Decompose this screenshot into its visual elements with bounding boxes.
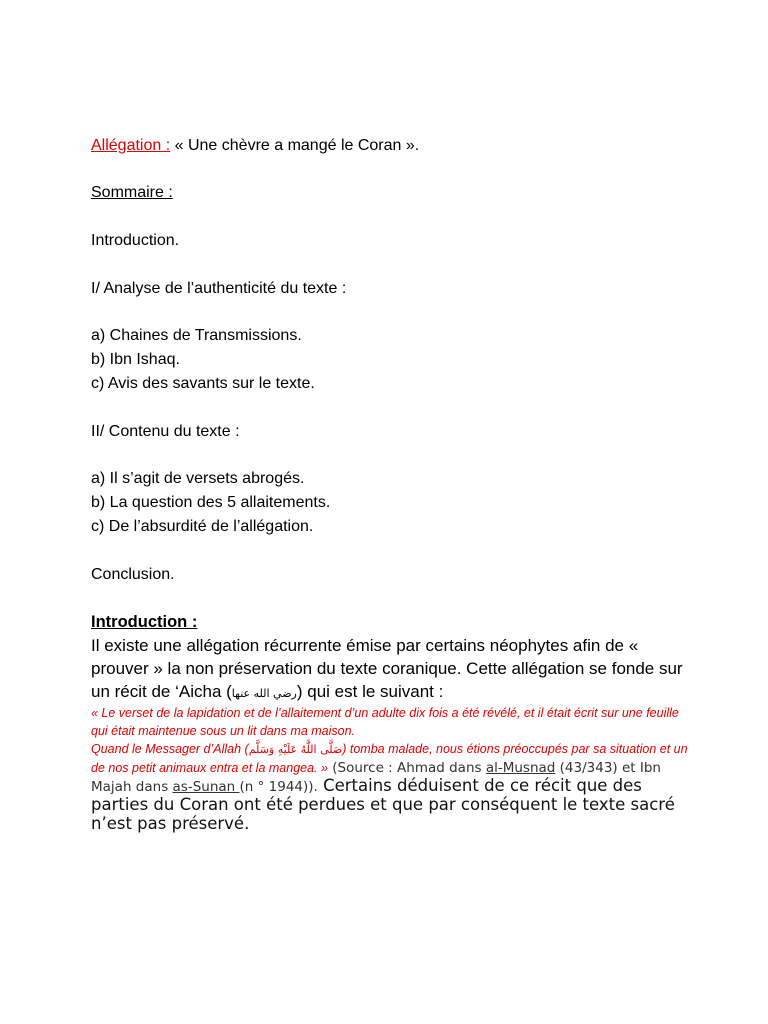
source-link-as-sunan: as-Sunan [172, 779, 240, 795]
toc-part1: I/ Analyse de l’authenticité du texte : [91, 280, 347, 297]
toc-part1-a: a) Chaines de Transmissions. [91, 327, 302, 344]
source-close: (n ° 1944)). [239, 779, 318, 795]
intro-text: Il existe une allégation récurrente émise par certains néophytes afin de « prouver » la non préservation du texte coranique. Cette allégation se fonde sur un récit de ‘Aicha ( [91, 636, 683, 701]
arabic-honorific-aicha: رضي الله عنها [231, 687, 297, 700]
hadith-quote [91, 704, 691, 834]
toc-introduction: Introduction. [91, 232, 180, 249]
source-mid: (43/343) et Ibn Majah dans [91, 760, 661, 795]
toc-conclusion: Conclusion. [91, 566, 175, 583]
toc-part2-b: b) La question des 5 allaitements. [91, 494, 331, 511]
toc-part2-a: a) Il s’agit de versets abrogés. [91, 470, 305, 487]
quote-line-2-start: Quand le Messager d’Allah ( [91, 742, 249, 756]
allegation-text: « Une chèvre a mangé le Coran ». [174, 137, 420, 154]
source-open: (Source : Ahmad dans [327, 760, 486, 776]
introduction-heading: Introduction : [91, 613, 198, 631]
toc-part1-b: b) Ibn Ishaq. [91, 351, 180, 368]
conclusion-text: Certains déduisent de ce récit que des parties du Coran ont été perdues et que par conséquent le texte sacré n’est pas préservé. [91, 776, 675, 833]
quote-line-1: « Le verset de la lapidation et de l’allaitement d’un adulte dix fois a été révélé, et il était écrit sur une feuille qui était maintenue sous un lit dans ma maison. [91, 706, 679, 738]
introduction-paragraph [91, 634, 691, 705]
sommaire-heading: Sommaire : [91, 184, 173, 201]
source-link-al-musnad: al-Musnad [485, 760, 556, 776]
arabic-salutation: صَلَّى اللَّهُ عَلَيْهِ وَسَلَّم [248, 743, 343, 756]
quote-line-2-end: ) tomba malade, nous étions préoccupés par sa situation et un de nos petit animaux entra et la mangea. » [91, 742, 688, 775]
toc-part1-c: c) Avis des savants sur le texte. [91, 375, 315, 392]
toc-part2-c: c) De l’absurdité de l’allégation. [91, 518, 314, 535]
intro-text-end: ) qui est le suivant : [296, 682, 444, 701]
allegation-label: Allégation : [91, 137, 171, 154]
allegation-line [91, 136, 419, 156]
toc-part2: II/ Contenu du texte : [91, 423, 240, 440]
